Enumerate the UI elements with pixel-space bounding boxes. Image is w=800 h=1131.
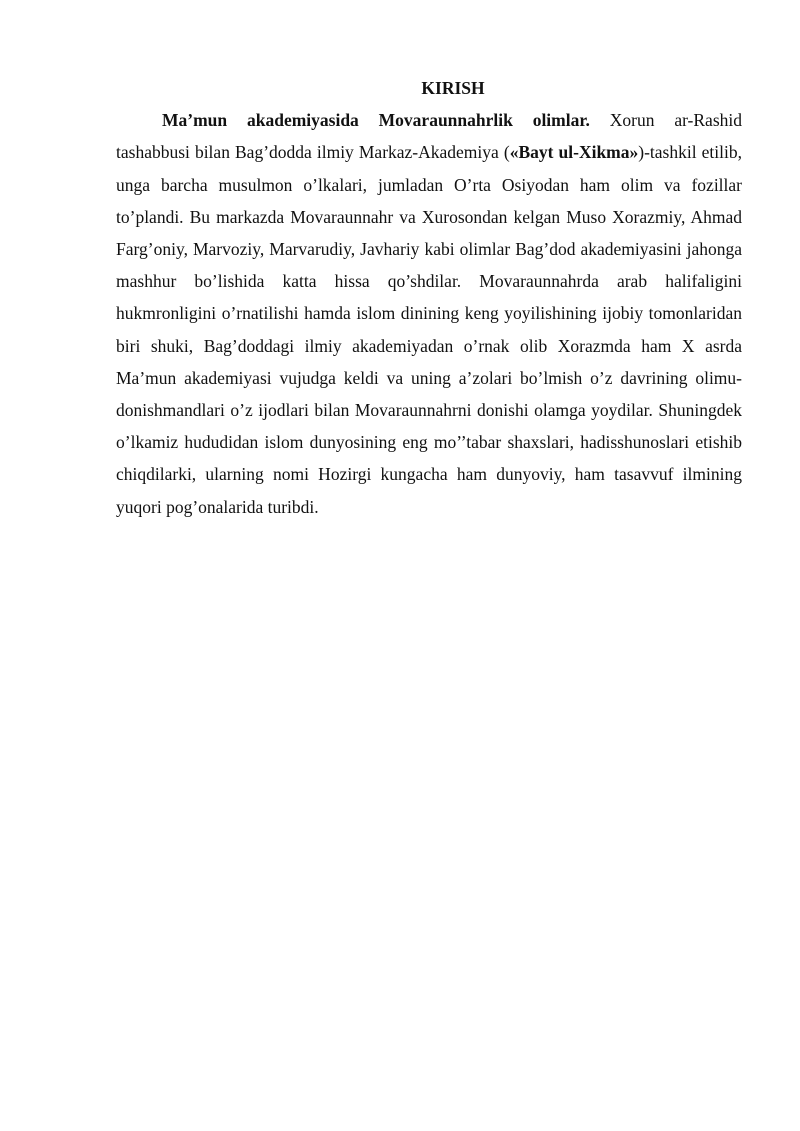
paragraph-text-1: Xorun ar-Rashid tashabbusi bilan Bag’dodda ilmiy Markaz-Akademiya (	[116, 110, 742, 163]
paragraph-text-2: )-tashkil etilib, unga barcha musulmon o’lkalari, jumladan O’rta Osiyodan ham olim va fozillar to’plandi. Bu markazda Movaraunnahr va Xurosondan kelgan Muso Xorazmiy, Ahmad Farg’oniy, Marvoziy, Marvarudiy, Javhariy kabi olimlar Bag’dod akademiyasini jahonga mashhur bo’lishida katta hissa qo’shdilar. Movaraunnahrda arab halifaligini hukmronligini o’rnatilishi hamda islom dinining keng yoyilishining ijobiy tomonlaridan biri shuki, Bag’doddagi ilmiy akademiyadan o’rnak olib Xorazmda ham X asrda Ma’mun akademiyasi vujudga keldi va uning a’zolari bo’lmish o’z davrining olimu-donishmandlari o’z ijodlari bilan Movaraunnahrni donishi olamga yoydilar. Shuningdek o’lkamiz hududidan islom dunyosining eng mo’’tabar shaxslari, hadisshunoslari etishib chiqdilarki, ularning nomi Hozirgi kungacha ham dunyoviy, ham tasavvuf ilmining yuqori pog’onalarida turibdi.	[116, 142, 742, 517]
lead-title: Ma’mun akademiyasida Movaraunnahrlik olimlar.	[162, 110, 590, 131]
document-body	[116, 72, 742, 523]
intro-paragraph	[116, 104, 742, 523]
institution-name: «Bayt ul-Xikma»	[509, 142, 639, 163]
section-heading: KIRISH	[421, 78, 485, 98]
